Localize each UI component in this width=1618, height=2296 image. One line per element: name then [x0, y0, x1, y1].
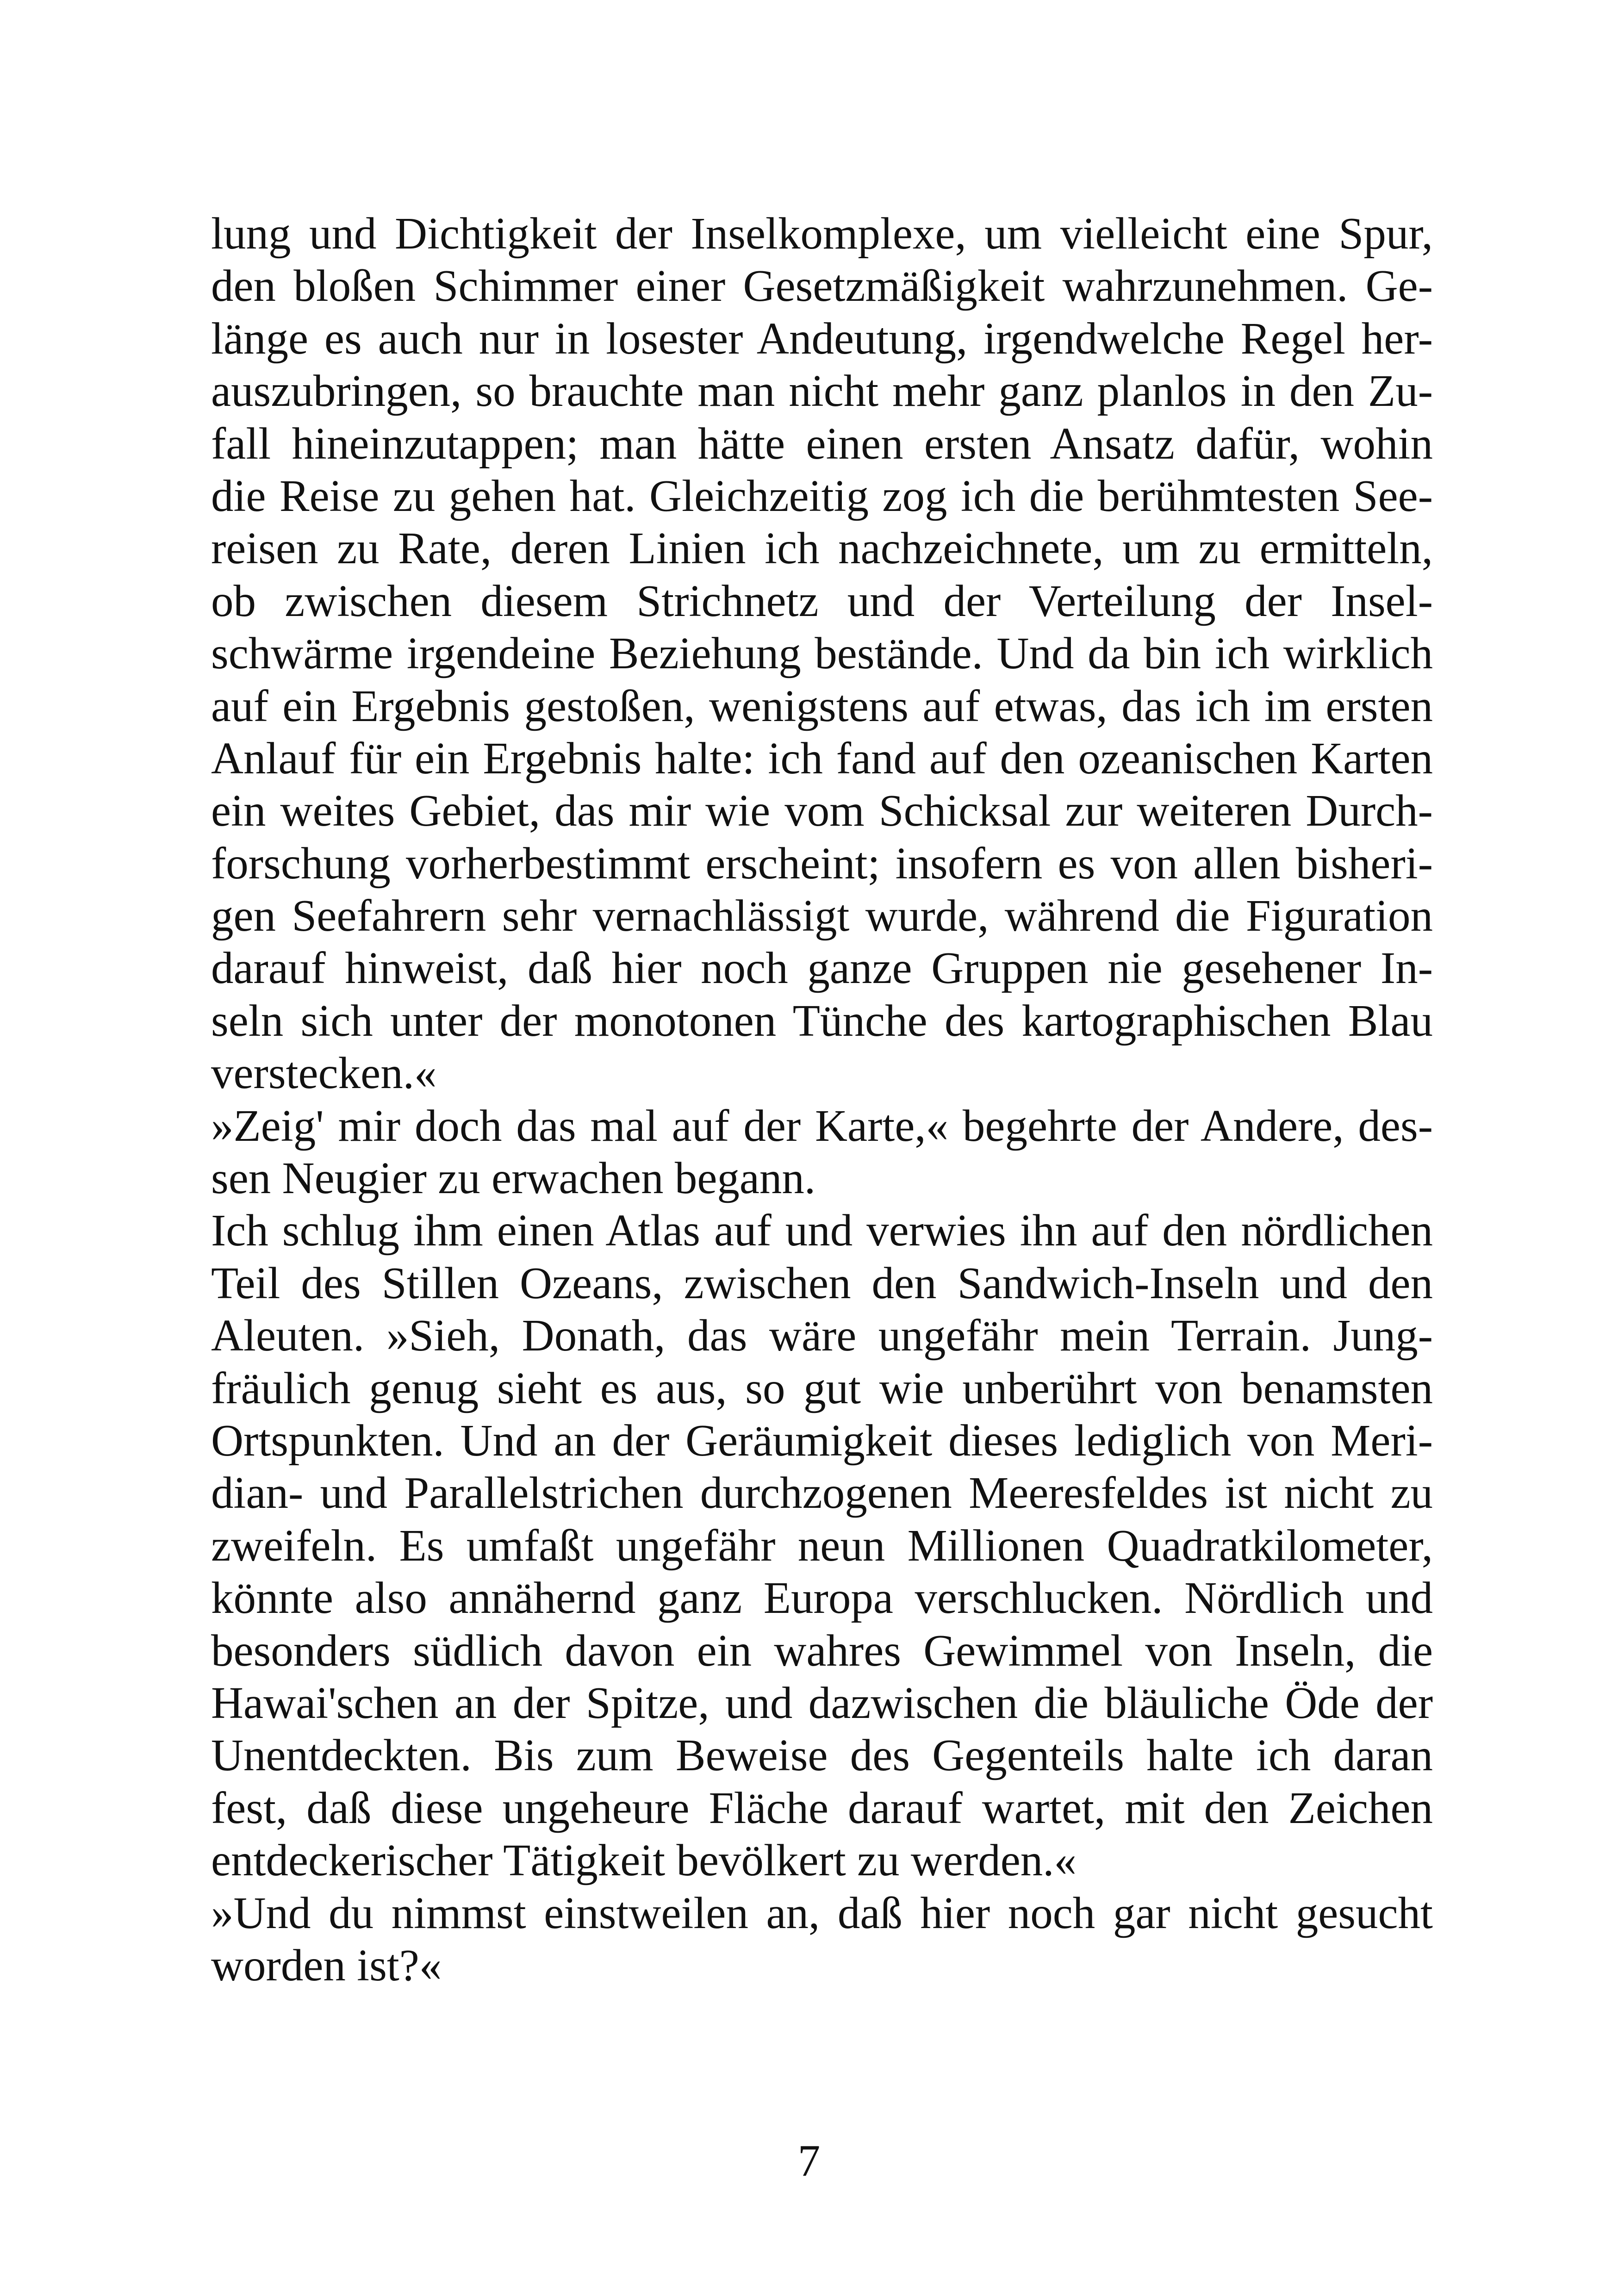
text-line: fest, daß diese ungeheure Fläche darauf wartet, mit den Zeichen: [211, 1783, 1433, 1833]
text-line: Anlauf für ein Ergebnis halte: ich fand auf den ozeanischen Karten: [211, 733, 1433, 783]
paragraph-3: [211, 1204, 1433, 1886]
text-line: ein weites Gebiet, das mir wie vom Schicksal zur weiteren Durch-: [211, 786, 1433, 836]
text-line: dian- und Parallelstrichen durchzogenen Meeresfeldes ist nicht zu: [211, 1468, 1433, 1518]
text-line: seln sich unter der monotonen Tünche des kartographischen Blau: [211, 996, 1433, 1045]
text-line: verstecken.«: [211, 1048, 437, 1098]
text-line: schwärme irgendeine Beziehung bestände. Und da bin ich wirklich: [211, 628, 1433, 678]
text-line: darauf hinweist, daß hier noch ganze Gruppen nie gesehener In-: [211, 943, 1433, 993]
text-line: auszubringen, so brauchte man nicht mehr ganz planlos in den Zu-: [211, 366, 1433, 416]
text-line: Unentdeckten. Bis zum Beweise des Gegenteils halte ich daran: [211, 1730, 1433, 1780]
text-line: Hawai'schen an der Spitze, und dazwischen die bläuliche Öde der: [211, 1678, 1433, 1728]
paragraph-1: [211, 207, 1433, 1100]
text-line: länge es auch nur in losester Andeutung, irgendwelche Regel her-: [211, 313, 1433, 363]
paragraph-2: [211, 1100, 1433, 1205]
text-line: Teil des Stillen Ozeans, zwischen den Sandwich-Inseln und den: [211, 1258, 1433, 1308]
text-line: Aleuten. »Sieh, Donath, das wäre ungefähr mein Terrain. Jung-: [211, 1311, 1433, 1361]
text-line: besonders südlich davon ein wahres Gewimmel von Inseln, die: [211, 1625, 1433, 1675]
text-line: »Zeig' mir doch das mal auf der Karte,« begehrte der Andere, des-: [211, 1101, 1433, 1151]
text-line: reisen zu Rate, deren Linien ich nachzeichnete, um zu ermitteln,: [211, 523, 1433, 573]
body-text: [211, 207, 1433, 1991]
text-line: Ortspunkten. Und an der Geräumigkeit dieses lediglich von Meri-: [211, 1415, 1433, 1465]
text-line: die Reise zu gehen hat. Gleichzeitig zog ich die berühmtesten See-: [211, 471, 1433, 521]
text-line: entdeckerischer Tätigkeit bevölkert zu werden.«: [211, 1836, 1077, 1885]
text-line: zweifeln. Es umfaßt ungefähr neun Millionen Quadratkilometer,: [211, 1520, 1433, 1570]
text-line: lung und Dichtigkeit der Inselkomplexe, um vielleicht eine Spur,: [211, 209, 1433, 258]
text-line: forschung vorherbestimmt erscheint; insofern es von allen bisheri-: [211, 838, 1433, 888]
paragraph-4: [211, 1887, 1433, 1992]
text-line: Ich schlug ihm einen Atlas auf und verwies ihn auf den nördlichen: [211, 1206, 1433, 1256]
text-line: gen Seefahrern sehr vernachlässigt wurde, während die Figuration: [211, 891, 1433, 941]
text-line: worden ist?«: [211, 1940, 442, 1990]
text-line: fräulich genug sieht es aus, so gut wie unberührt von benamsten: [211, 1363, 1433, 1413]
text-line: sen Neugier zu erwachen begann.: [211, 1153, 816, 1203]
text-line: fall hineinzutappen; man hätte einen ersten Ansatz dafür, wohin: [211, 418, 1433, 468]
text-line: könnte also annähernd ganz Europa verschlucken. Nördlich und: [211, 1573, 1433, 1623]
text-line: auf ein Ergebnis gestoßen, wenigstens auf etwas, das ich im ersten: [211, 681, 1433, 731]
text-line: ob zwischen diesem Strichnetz und der Verteilung der Insel-: [211, 576, 1433, 626]
page-number: 7: [797, 2136, 821, 2185]
text-line: »Und du nimmst einstweilen an, daß hier noch gar nicht gesucht: [211, 1888, 1433, 1938]
text-line: den bloßen Schimmer einer Gesetzmäßigkeit wahrzunehmen. Ge-: [211, 261, 1433, 311]
